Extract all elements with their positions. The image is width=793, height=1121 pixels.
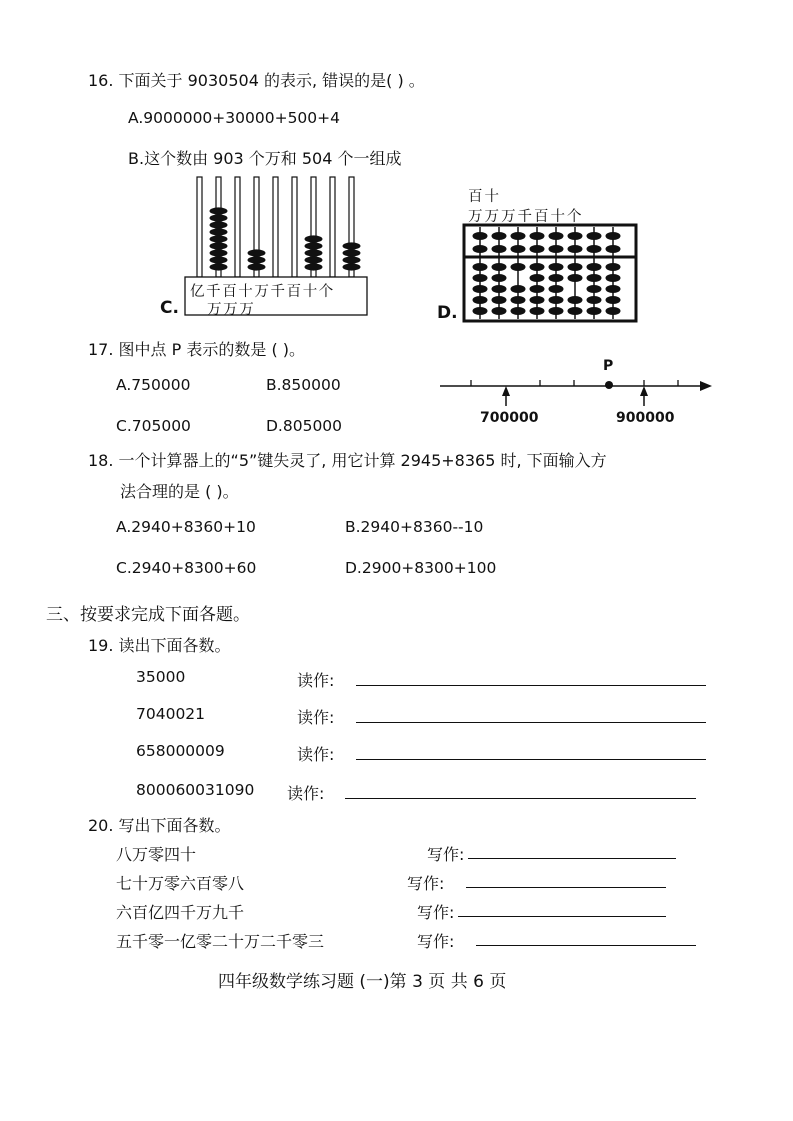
q20-answer-line-3[interactable] (458, 916, 666, 917)
number-line-point-label: P (603, 358, 614, 374)
abacus-c-label: C. (160, 298, 179, 318)
q18-option-c: C.2940+8300+60 (116, 559, 257, 577)
abacus-d-label: D. (437, 303, 458, 323)
q16-option-a: A.9000000+30000+500+4 (128, 109, 341, 127)
q17-option-c: C.705000 (116, 417, 191, 435)
q19-number-3: 658000009 (136, 742, 225, 760)
q19-label-3: 读作: (297, 745, 335, 764)
q20-label-3: 写作: (417, 903, 455, 922)
q18-option-b: B.2940+8360--10 (345, 518, 484, 536)
q19-stem: 19. 读出下面各数。 (88, 636, 231, 655)
q18-stem-line2: 法合理的是 ( )。 (120, 482, 239, 501)
q19-answer-line-3[interactable] (356, 759, 706, 760)
number-line-tick-left: 700000 (480, 410, 539, 426)
q18-option-d: D.2900+8300+100 (345, 559, 497, 577)
q20-stem: 20. 写出下面各数。 (88, 816, 231, 835)
q16-option-b: B.这个数由 903 个万和 504 个一组成 (128, 149, 402, 168)
q20-item-4: 五千零一亿零二十万二千零三 (116, 932, 325, 951)
q20-answer-line-4[interactable] (476, 945, 696, 946)
number-line (436, 358, 721, 433)
abacus-d-header-row1: 百十 (468, 189, 501, 205)
q18-stem-line1: 18. 一个计算器上的“5”键失灵了, 用它计算 2945+8365 时, 下面输入方 (88, 451, 607, 470)
q20-item-1: 八万零四十 (116, 845, 197, 864)
q17-option-d: D.805000 (266, 417, 343, 435)
abacus-c-units-row2: 万万万 (207, 302, 256, 318)
q19-label-4: 读作: (287, 784, 325, 803)
q20-label-2: 写作: (407, 874, 445, 893)
q19-number-4: 800060031090 (136, 781, 255, 799)
section-3-title: 三、按要求完成下面各题。 (46, 605, 250, 625)
q20-answer-line-2[interactable] (466, 887, 666, 888)
q18-option-a: A.2940+8360+10 (116, 518, 256, 536)
abacus-d (462, 223, 640, 325)
q17-option-b: B.850000 (266, 376, 341, 394)
page-footer: 四年级数学练习题 (一)第 3 页 共 6 页 (218, 972, 507, 992)
q19-label-1: 读作: (297, 671, 335, 690)
q20-answer-line-1[interactable] (468, 858, 676, 859)
q19-answer-line-4[interactable] (345, 798, 696, 799)
q19-answer-line-2[interactable] (356, 722, 706, 723)
q20-label-4: 写作: (417, 932, 455, 951)
q17-option-a: A.750000 (116, 376, 191, 394)
abacus-d-header-row2: 万万万千百十个 (468, 209, 584, 225)
q19-answer-line-1[interactable] (356, 685, 706, 686)
q20-label-1: 写作: (427, 845, 465, 864)
abacus-c-units-row1: 亿千百十万千百十个 (190, 284, 335, 300)
q19-label-2: 读作: (297, 708, 335, 727)
q19-number-1: 35000 (136, 668, 186, 686)
q20-item-3: 六百亿四千万九千 (116, 903, 245, 922)
q16-stem: 16. 下面关于 9030504 的表示, 错误的是( ) 。 (88, 71, 425, 90)
number-line-tick-right: 900000 (616, 410, 675, 426)
q17-stem: 17. 图中点 P 表示的数是 ( )。 (88, 340, 306, 359)
q20-item-2: 七十万零六百零八 (116, 874, 245, 893)
q19-number-2: 7040021 (136, 705, 206, 723)
